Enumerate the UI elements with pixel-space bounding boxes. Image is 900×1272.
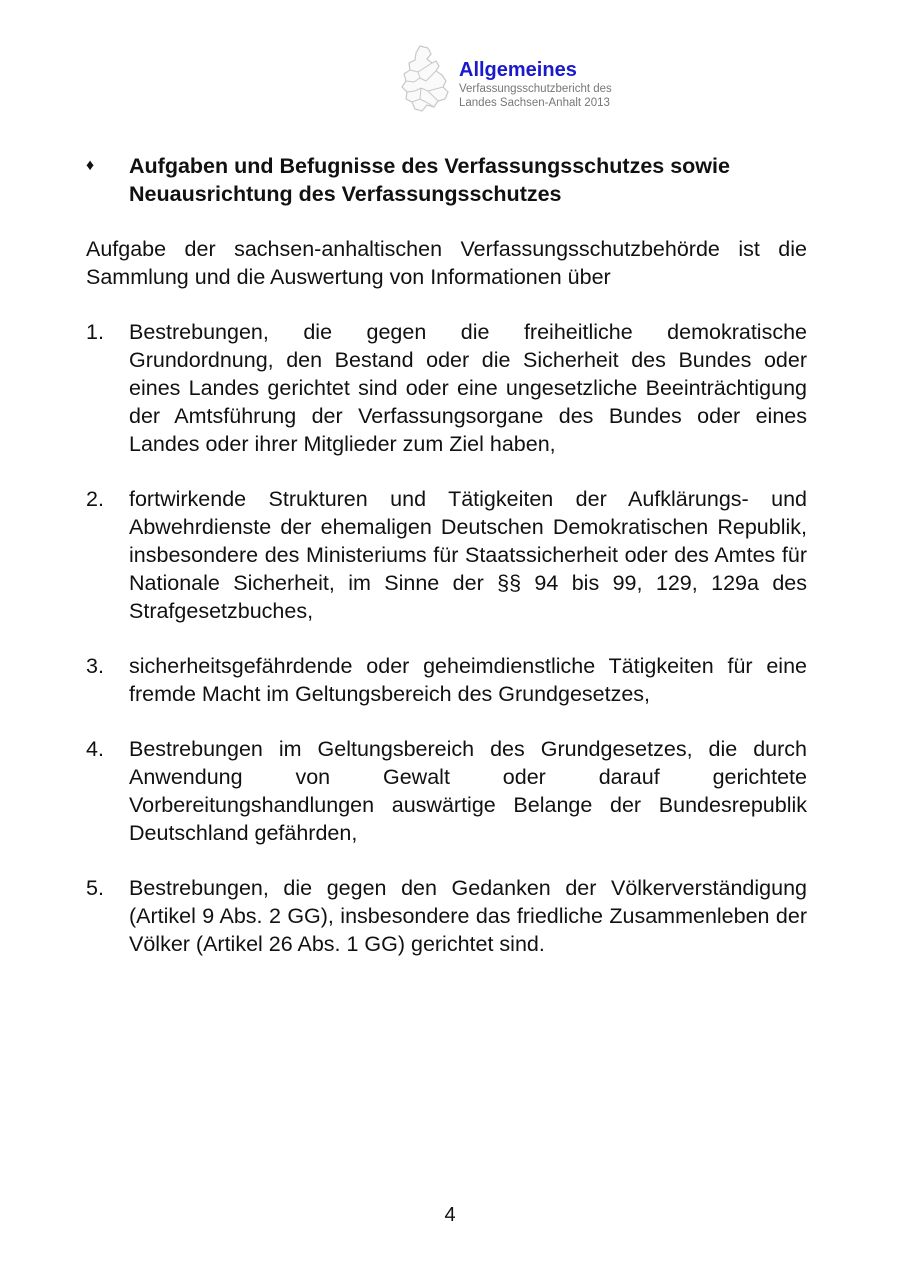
- diamond-bullet-icon: ♦: [86, 157, 95, 174]
- list-item: [86, 485, 807, 625]
- list-item-number: 3.: [86, 654, 104, 678]
- list-item-number: 4.: [86, 737, 104, 761]
- list-item-text: sicherheitsgefährdende oder geheimdienstliche Tätigkeiten für eine fremde Macht im Geltungsbereich des Grundgesetzes,: [129, 654, 807, 706]
- page-number: 4: [444, 1204, 456, 1226]
- list-item-text: Bestrebungen, die gegen die freiheitliche demokratische Grundordnung, den Bestand oder die Sicherheit des Bundes oder eines Landes gerichtet sind oder eine ungesetzliche Beeinträchtigung der Amtsführung der Verfassungsorgane des Bundes oder eines Landes oder ihrer Mitglieder zum Ziel haben,: [129, 320, 807, 456]
- list-item: [86, 874, 807, 958]
- saxony-anhalt-map-icon: [398, 44, 454, 114]
- page-header: [398, 44, 658, 116]
- list-item-number: 1.: [86, 320, 104, 344]
- header-subtitle-line1: Verfassungsschutzbericht des: [459, 83, 612, 95]
- list-item: [86, 652, 807, 708]
- list-item-number: 2.: [86, 487, 104, 511]
- intro-paragraph: Aufgabe der sachsen-anhaltischen Verfassungsschutzbehörde ist die Sammlung und die Auswertung von Informationen über: [86, 237, 807, 289]
- list-item-text: Bestrebungen, die gegen den Gedanken der Völkerverständigung (Artikel 9 Abs. 2 GG), insbesondere das friedliche Zusammenleben der Völker (Artikel 26 Abs. 1 GG) gerichtet sind.: [129, 876, 807, 956]
- list-item: [86, 318, 807, 458]
- list-item-number: 5.: [86, 876, 104, 900]
- section-heading-text: Aufgaben und Befugnisse des Verfassungsschutzes sowie Neuausrichtung des Verfassungsschutzes: [129, 154, 730, 206]
- header-subtitle-line2: Landes Sachsen-Anhalt 2013: [459, 97, 610, 109]
- document-body: [86, 152, 807, 985]
- list-item-text: Bestrebungen im Geltungsbereich des Grundgesetzes, die durch Anwendung von Gewalt oder darauf gerichtete Vorbereitungshandlungen auswärtige Belange der Bundesrepublik Deutschland gefährden,: [129, 737, 807, 845]
- list-item-text: fortwirkende Strukturen und Tätigkeiten der Aufklärungs- und Abwehrdienste der ehemaligen Deutschen Demokratischen Republik, insbesondere des Ministeriums für Staatssicherheit oder des Amtes für Nationale Sicherheit, im Sinne der §§ 94 bis 99, 129, 129a des Strafgesetzbuches,: [129, 487, 807, 623]
- list-item: [86, 735, 807, 847]
- header-title: Allgemeines: [459, 59, 577, 81]
- section-heading: [86, 152, 807, 208]
